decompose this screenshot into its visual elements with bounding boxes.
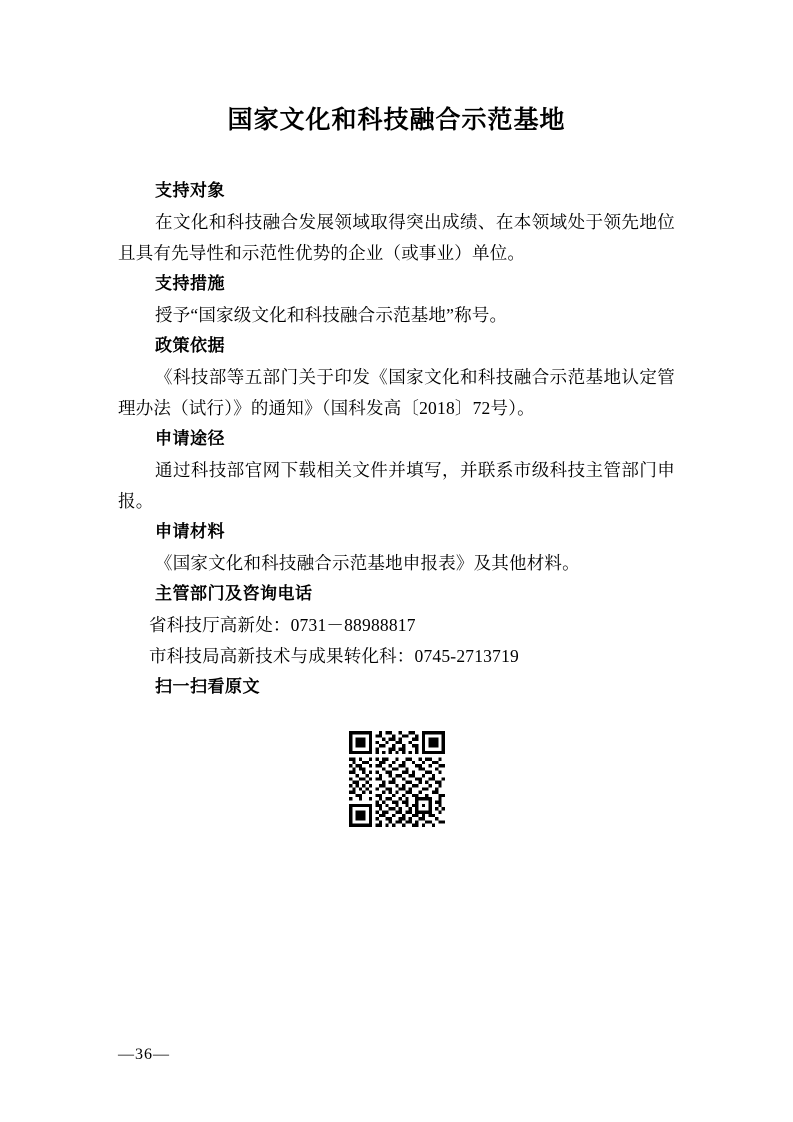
- contact-line-municipal: 市科技局高新技术与成果转化科：0745-2713719: [149, 646, 519, 666]
- page-number: —36—: [118, 1046, 170, 1063]
- section-body-policy-basis: 《科技部等五部门关于印发《国家文化和科技融合示范基地认定管理办法（试行）》的通知》（国科发高〔2018〕72号）。: [118, 367, 675, 418]
- qr-code-icon: [349, 731, 445, 827]
- section-heading-scan-qr: 扫一扫看原文: [155, 677, 260, 697]
- section-heading-policy-basis: 政策依据: [155, 336, 225, 356]
- section-heading-application-materials: 申请材料: [155, 522, 225, 542]
- section-body-support-measure: 授予“国家级文化和科技融合示范基地”称号。: [155, 305, 508, 325]
- section-body-application-channel: 通过科技部官网下载相关文件并填写，并联系市级科技主管部门申报。: [118, 460, 675, 511]
- section-heading-contact: 主管部门及咨询电话: [155, 584, 313, 604]
- section-heading-application-channel: 申请途径: [155, 429, 225, 449]
- section-body-application-materials: 《国家文化和科技融合示范基地申报表》及其他材料。: [155, 553, 580, 573]
- section-body-support-target: 在文化和科技融合发展领域取得突出成绩、在本领域处于领先地位且具有先导性和示范性优势的企业（或事业）单位。: [118, 212, 675, 263]
- page-title: 国家文化和科技融合示范基地: [227, 105, 566, 134]
- qr-code-container: [118, 731, 675, 827]
- section-heading-support-measure: 支持措施: [155, 274, 225, 294]
- section-heading-support-target: 支持对象: [155, 181, 225, 201]
- contact-line-provincial: 省科技厅高新处：0731－88988817: [149, 615, 416, 635]
- document-body: [118, 176, 675, 827]
